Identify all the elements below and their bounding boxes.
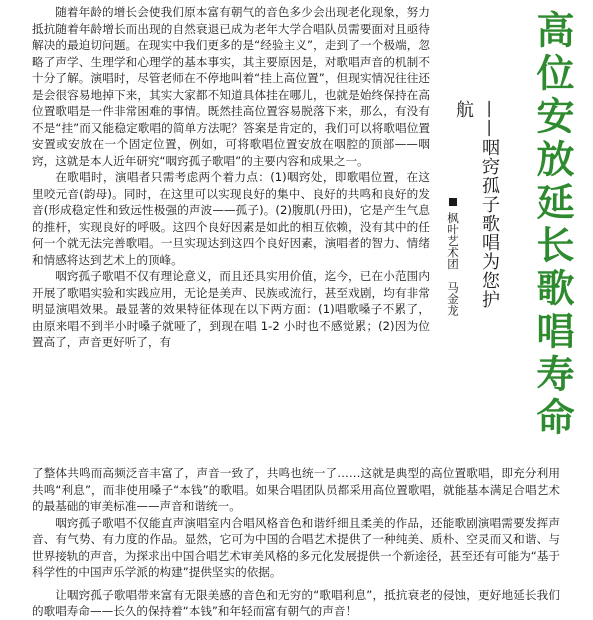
article-byline bbox=[440, 198, 462, 318]
body-paragraph-continued: 了整体共鸣而高频泛音丰富了，声音一致了，共鸣也统一了……这就是典型的高位置歌唱，即充分利用共鸣“利息”，而非使用嗓子“本钱”的歌唱。如果合唱团队员都采用高位置歌唱，就能基本满足合唱艺术的最基础的审美标准——声音和谐统一。 bbox=[32, 466, 560, 513]
byline-org: 枫叶艺术团 bbox=[446, 212, 460, 270]
byline-author: 马金龙 bbox=[446, 281, 460, 316]
body-paragraph: 咽窍孤子歌唱不仅有理论意义，而且还具实用价值，迄今，已在小范围内开展了歌唱实验和实践应用，无论是美声、民族或流行，甚至戏剧，均有非常明显演唱效果。最显著的效果特征体现在以下两方面：(1)唱歌嗓子不累了，由原来唱不到半小时嗓子就哑了，到现在唱 1-2 小时也不感觉累；(2)因为位置高了，声音更好听了，有 bbox=[32, 269, 430, 349]
body-paragraph: 在歌唱时，演唱者只需考虑两个着力点：(1)咽窍处，即歌唱位置，在这里咬元音(韵母)。同时，在这里可以实现良好的集中、良好的共鸣和良好的发音(形成稳定性和致远性极强的声波——孤子)。(2)腹肌(丹田)，它是产生气息的推杆，实现良好的呼吸。这四个良好因素是如此的相互依赖，没有其中的任何一个就无法完善歌唱。一旦实现达到这四个良好因素，演唱者的智力、情绪和情感将达到艺术上的顶峰。 bbox=[32, 170, 430, 267]
body-paragraph: 随着年龄的增长会使我们原本富有朝气的音色多少会出现老化现象，努力抵抗随着年龄增长而出现的自然衰退已成为老年大学合唱队员需要面对且亟待解决的最迫切问题。在现实中我们更多的是“经验主义”，走到了一个极端，忽略了声学、生理学和心理学的基本事实，其主要原因是，对歌唱声音的机制不十分了解。演唱时，尽管老师在不停地叫着“挂上高位置”，但现实情况往往还是会很容易地掉下来，其实大家都不知道具体挂在哪儿，也就是始终保持在高位置歌唱是一件非常困难的事情。既然挂高位置容易脱落下来，那么，有没有不是“挂”而又能稳定歌唱的简单方法呢？答案是肯定的，我们可以将歌唱位置安置或安放在一个固定位置，例如，可将歌唱位置安放在咽腔的顶部——咽窍，这就是本人近年研究“咽窍孤子歌唱”的主要内容和成果之一。 bbox=[32, 5, 430, 168]
article-headline: 高位安放延长歌唱寿命 bbox=[530, 10, 575, 440]
article-subtitle: ——咽窍孤子歌唱为您护航 bbox=[453, 100, 500, 309]
square-bullet-icon bbox=[449, 198, 457, 206]
body-paragraph: 咽窍孤子歌唱不仅能直声演唱室内合唱风格音色和谐纤细且柔美的作品，还能歌剧演唱需要发挥声音、有气势、有力度的作品。显然，它可为中国的合唱艺术提供了一种纯美、质朴、空灵而又和谐、与世界接轨的声音，为探求出中国合唱艺术审美风格的多元化发展提供一个新途径，甚至还有可能为“基于科学性的中国声乐学派的构建”提供坚实的依据。 bbox=[32, 515, 560, 579]
closing-paragraph: 让咽窍孤子歌唱带来富有无限美感的音色和无穷的“歌唱利息”，抵抗衰老的侵蚀，更好地延长我们的歌唱寿命——长久的保持着“本钱”和年轻而富有朝气的声音！ bbox=[32, 587, 560, 618]
article-body-wide bbox=[32, 465, 560, 620]
article-body-column bbox=[32, 4, 430, 351]
